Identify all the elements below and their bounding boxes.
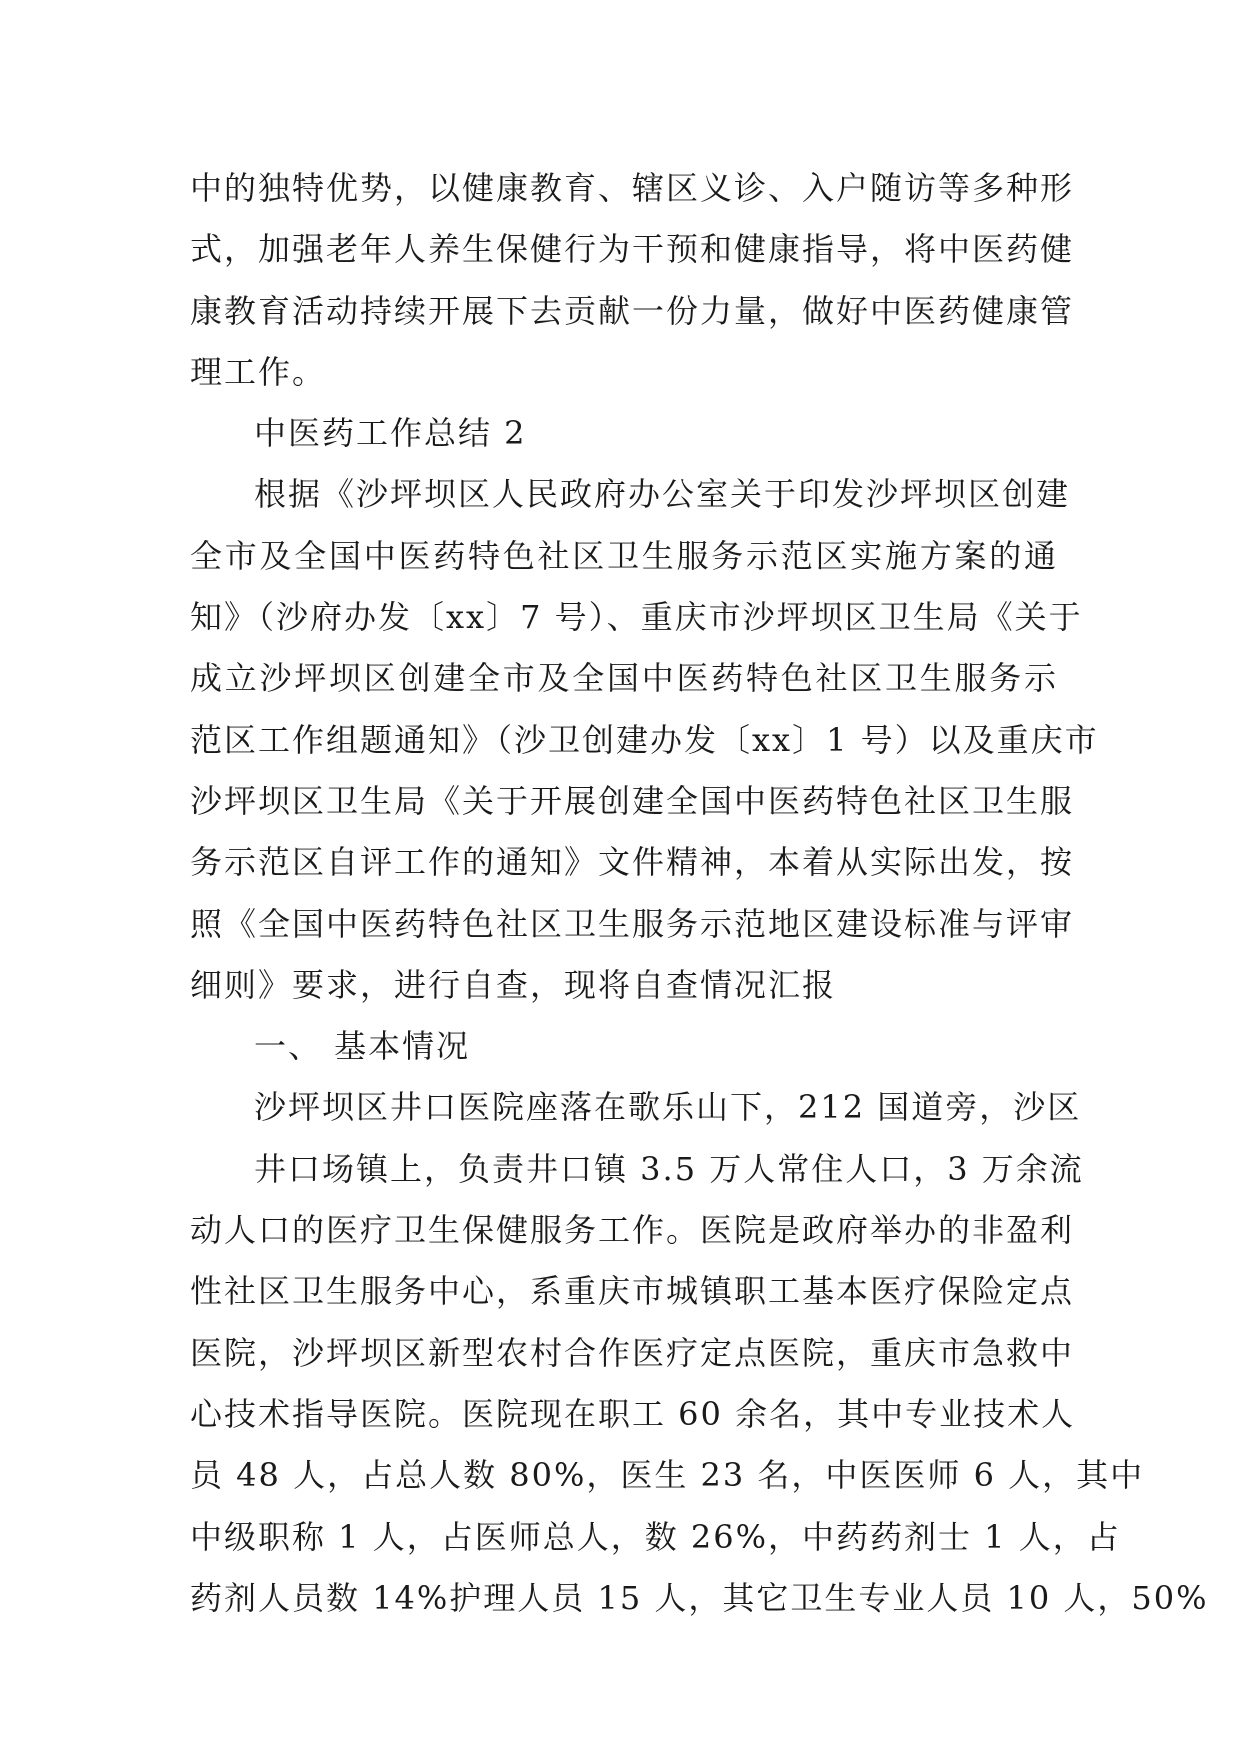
text-line: 中级职称 1 人，占医师总人，数 26%，中药药剂士 1 人，占 [190,1517,1121,1556]
text-line: 井口场镇上，负责井口镇 3.5 万人常住人口，3 万余流 [254,1149,1084,1188]
text-line: 全市及全国中医药特色社区卫生服务示范区实施方案的通 [190,536,1058,575]
text-line: 沙坪坝区卫生局《关于开展创建全国中医药特色社区卫生服 [190,781,1075,820]
document-body [190,158,1209,1629]
text-line: 中的独特优势，以健康教育、辖区义诊、入户随访等多种形 [190,169,1075,207]
text-line: 一、 基本情况 [254,1027,471,1066]
text-line: 细则》要求，进行自查，现将自查情况汇报 [190,965,837,1004]
text-line: 成立沙坪坝区创建全市及全国中医药特色社区卫生服务示 [190,659,1058,698]
text-line: 范区工作组题通知》（沙卫创建办发〔xx〕1 号）以及重庆市 [190,720,1099,759]
text-line: 知》（沙府办发〔xx〕7 号）、重庆市沙坪坝区卫生局《关于 [190,598,1083,637]
text-line: 中医药工作总结 2 [254,414,527,453]
text-line: 性社区卫生服务中心，系重庆市城镇职工基本医疗保险定点 [190,1272,1075,1311]
text-line: 医院，沙坪坝区新型农村合作医疗定点医院，重庆市急救中 [190,1333,1075,1372]
text-line: 康教育活动持续开展下去贡献一份力量，做好中医药健康管 [190,291,1075,330]
text-line: 理工作。 [190,352,327,391]
text-line: 照《全国中医药特色社区卫生服务示范地区建设标准与评审 [190,904,1075,943]
text-line: 根据《沙坪坝区人民政府办公室关于印发沙坪坝区创建 [254,475,1071,514]
text-line: 动人口的医疗卫生保健服务工作。医院是政府举办的非盈利 [190,1211,1075,1250]
text-line: 务示范区自评工作的通知》文件精神，本着从实际出发，按 [190,843,1075,882]
text-line: 员 48 人，占总人数 80%，医生 23 名，中医医师 6 人，其中 [190,1456,1145,1495]
text-line: 式，加强老年人养生保健行为干预和健康指导，将中医药健 [190,230,1075,269]
text-line: 药剂人员数 14%护理人员 15 人，其它卫生专业人员 10 人，50% [190,1578,1209,1617]
text-line: 心技术指导医院。医院现在职工 60 余名，其中专业技术人 [190,1394,1076,1433]
text-line: 沙坪坝区井口医院座落在歌乐山下，212 国道旁，沙区 [254,1088,1082,1127]
